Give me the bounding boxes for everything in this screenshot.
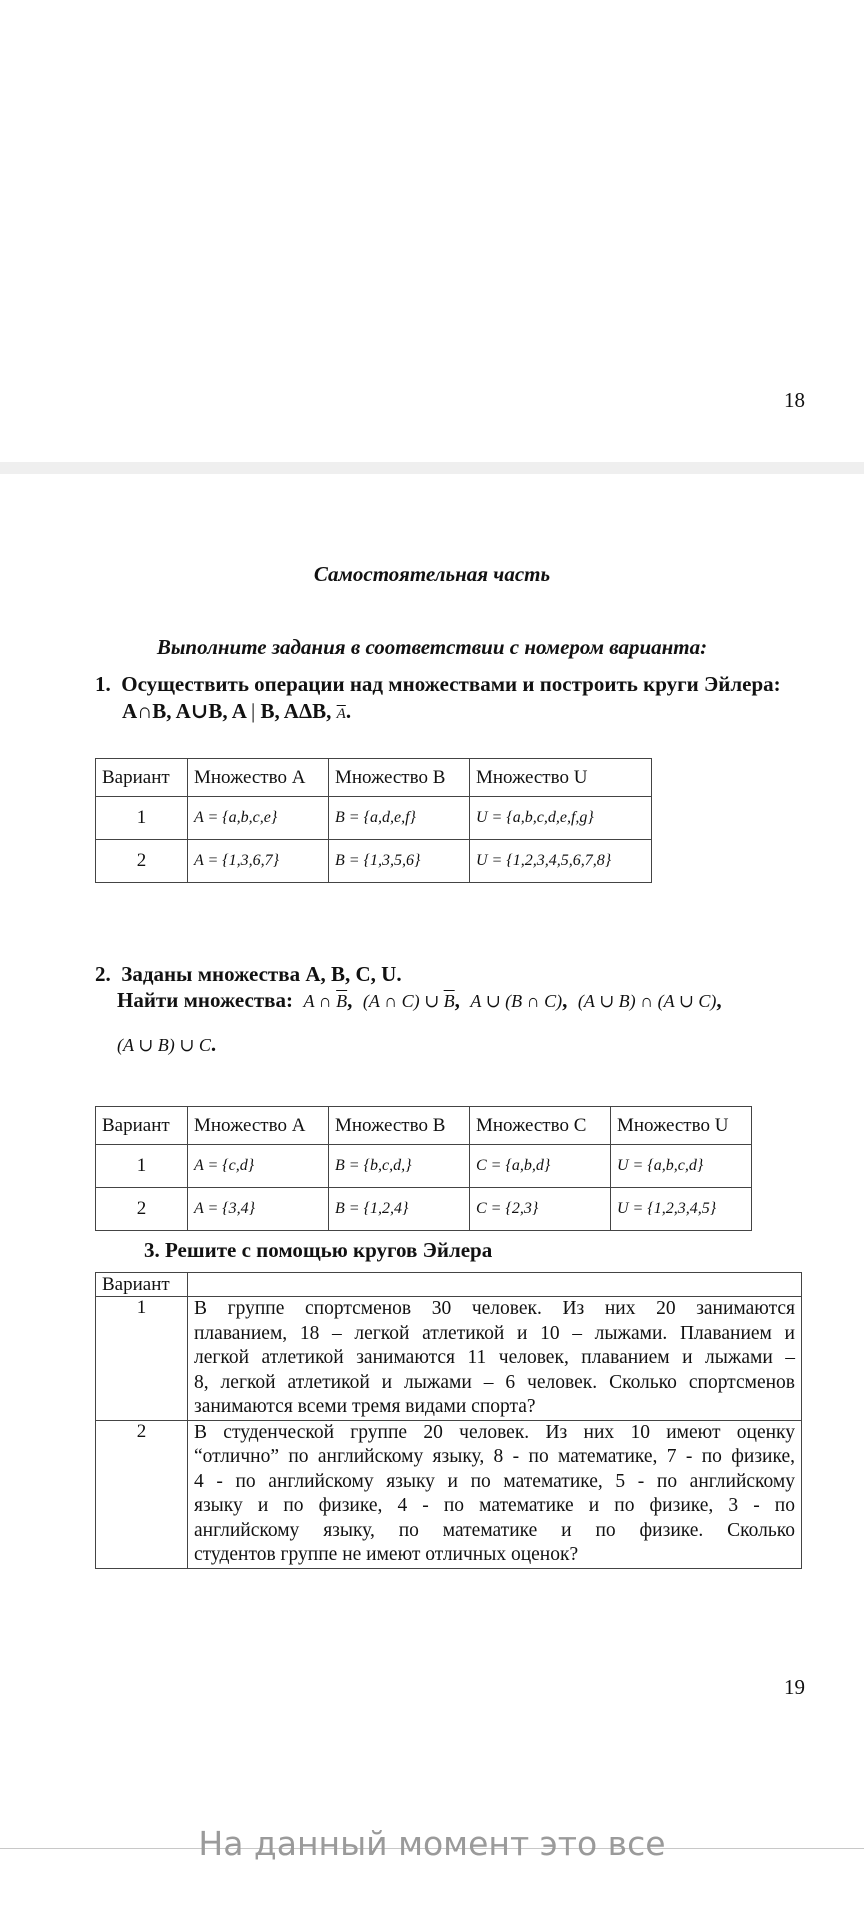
task1-text: Осуществить операции над множествами и построить круги Эйлера: <box>121 672 781 696</box>
problem-line: 8, легкой атлетикой и лыжами – 6 человек. Сколько спортсменов <box>194 1371 795 1393</box>
set-b-cell: B = {a,d,e,f} <box>329 797 470 840</box>
set-c-cell: C = {a,b,d} <box>470 1145 611 1188</box>
table-header-cell: Множество U <box>611 1107 752 1145</box>
set-a-cell: A = {3,4} <box>188 1188 329 1231</box>
task1-ops-sep: | <box>250 699 256 723</box>
task3-table-header <box>96 1273 802 1297</box>
problem-line: плаванием, 18 – легкой атлетикой и 10 – лыжами. Плаванием и <box>194 1322 795 1344</box>
task2-find-label: Найти множества: <box>117 988 293 1012</box>
problem-line: языку и по физике, 4 - по математике и по физике, 3 - по <box>194 1495 795 1516</box>
problem-text-1 <box>194 1297 795 1420</box>
task2-table-header <box>96 1107 752 1145</box>
variant-cell: 2 <box>96 840 188 883</box>
task1-table-header <box>96 759 652 797</box>
table-header-cell: Множество С <box>470 1107 611 1145</box>
task2-formula-2: (A ∩ C) ∪ $\overline{B}$ <box>362 991 455 1011</box>
set-b-cell: B = {1,2,4} <box>329 1188 470 1231</box>
set-u-cell: U = {1,2,3,4,5} <box>611 1188 752 1231</box>
task1-number: 1. <box>95 672 111 696</box>
page-number-top: 18 <box>784 388 805 412</box>
task3-title: 3. Решите с помощью кругов Эйлера <box>144 1238 493 1262</box>
instruction-text: Выполните задания в соответствии с номером варианта: <box>156 635 708 659</box>
table-header-cell-empty <box>188 1273 802 1297</box>
task3-table <box>95 1272 802 1569</box>
task2-find-line2: (A ∪ B) ∪ C. <box>117 1032 217 1056</box>
task2-title: Заданы множества А, В, С, U. <box>121 962 402 986</box>
task1-operations <box>122 698 351 724</box>
table-header-cell: Вариант <box>96 1107 188 1145</box>
set-u-cell: U = {a,b,c,d,e,f,g} <box>470 797 652 840</box>
table-row <box>96 797 652 840</box>
section-heading: Самостоятельная часть <box>313 562 551 586</box>
variant-cell: 1 <box>96 1297 188 1421</box>
problem-cell <box>188 1297 802 1421</box>
table-row <box>96 1145 752 1188</box>
set-b-cell: B = {1,3,5,6} <box>329 840 470 883</box>
set-u-cell: U = {1,2,3,4,5,6,7,8} <box>470 840 652 883</box>
variant-cell: 2 <box>96 1420 188 1568</box>
task1-complement: $\overline{A}$ <box>336 706 346 722</box>
problem-line: английскому языку, по математике и по физике. Сколько <box>194 1519 795 1541</box>
variant-cell: 1 <box>96 797 188 840</box>
table-header-cell: Множество А <box>188 1107 329 1145</box>
problem-line: 4 - по английскому языку и по математике, 5 - по английскому <box>194 1470 795 1492</box>
table-header-cell: Множество А <box>188 759 329 797</box>
task2-line1 <box>95 962 402 987</box>
task2-formula-4: (A ∪ B) ∩ (A ∪ C) <box>577 991 717 1011</box>
task1-ops2: B, AΔB, <box>260 699 332 723</box>
task1-ops-end: . <box>345 699 352 723</box>
problem-line: В студенческой группе 20 человек. Из них 10 имеют оценку <box>194 1421 795 1443</box>
problem-text-2 <box>194 1421 795 1568</box>
set-a-cell: A = {1,3,6,7} <box>188 840 329 883</box>
variant-cell: 2 <box>96 1188 188 1231</box>
problem-line: “отлично” по английскому языку, 8 - по математике, 7 - по физике, <box>194 1446 795 1467</box>
page-separator <box>0 462 864 474</box>
problem-line: легкой атлетикой занимаются 11 человек, плаванием и лыжами – <box>194 1347 795 1368</box>
task2-find-line: Найти множества: A ∩ $\overline{B}$, (A ∩ C) ∪ $\overline{B}$, A ∪ (B ∩ C), (A ∪ B) ∩ (A ∪ C), <box>117 988 722 1012</box>
task2-formula-3: A ∪ (B ∩ C) <box>470 991 563 1011</box>
table-row <box>96 840 652 883</box>
problem-line: студентов группе не имеют отличных оценок? <box>194 1544 579 1565</box>
problem-cell <box>188 1420 802 1568</box>
task2-number: 2. <box>95 962 111 986</box>
set-u-cell: U = {a,b,c,d} <box>611 1145 752 1188</box>
task1-ops: A∩B, A∪B, A <box>122 699 246 723</box>
variant-cell: 1 <box>96 1145 188 1188</box>
table-header-cell: Вариант <box>96 1273 188 1297</box>
end-of-content-message: На данный момент это все <box>198 1824 666 1863</box>
table-row <box>96 1420 802 1568</box>
set-c-cell: C = {2,3} <box>470 1188 611 1231</box>
table-header-cell: Вариант <box>96 759 188 797</box>
task1-table <box>95 758 652 883</box>
page-number-bottom: 19 <box>784 1675 805 1699</box>
task2-formula-1: A ∩ $\overline{B}$ <box>303 991 348 1011</box>
table-header-cell: Множество В <box>329 759 470 797</box>
table-row <box>96 1188 752 1231</box>
set-a-cell: A = {c,d} <box>188 1145 329 1188</box>
set-b-cell: B = {b,c,d,} <box>329 1145 470 1188</box>
table-header-cell: Множество В <box>329 1107 470 1145</box>
table-row <box>96 1297 802 1421</box>
table-header-cell: Множество U <box>470 759 652 797</box>
task2-formula-5: (A ∪ B) ∪ C <box>117 1035 211 1055</box>
task1-line1 <box>95 672 781 697</box>
set-a-cell: A = {a,b,c,e} <box>188 797 329 840</box>
task2-table <box>95 1106 752 1231</box>
problem-line: В группе спортсменов 30 человек. Из них 20 занимаются <box>194 1298 795 1319</box>
problem-line: занимаются всеми тремя видами спорта? <box>194 1396 536 1417</box>
